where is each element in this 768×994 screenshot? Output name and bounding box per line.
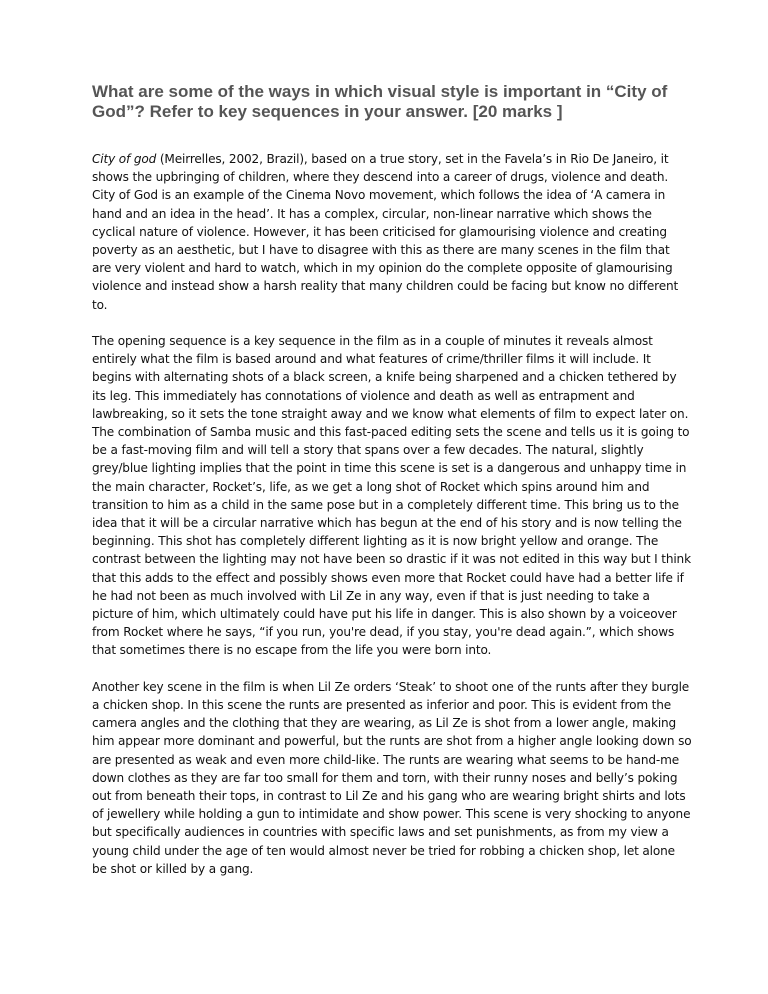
- paragraph-runts-scene: Another key scene in the film is when Lil Ze orders ‘Steak’ to shoot one of the runts after they burgle a chicken shop. In this scene the runts are presented as inferior and poor. This is evident from the camera angles and the clothing that they are wearing, as Lil Ze is shot from a lower angle, making him appear more dominant and powerful, but the runts are shot from a higher angle looking down so are presented as weak and even more child-like. The runts are wearing what seems to be hand-me down clothes as they are far too small for them and torn, with their runny noses and belly’s poking out from beneath their tops, in contrast to Lil Ze and his gang who are wearing bright shirts and lots of jewellery while holding a gun to intimidate and show power. This scene is very shocking to anyone but specifically audiences in countries with specific laws and set punishments, as from my view a young child under the age of ten would almost never be tried for robbing a chicken shop, let alone be shot or killed by a gang.: [92, 679, 692, 876]
- paragraph-intro: [92, 150, 692, 314]
- essay-title: What are some of the ways in which visual style is important in “City of God”? Refer to key sequences in your answer. [20 marks ]: [92, 82, 668, 121]
- essay-body: [92, 150, 692, 896]
- film-title-italic: City of god: [92, 152, 157, 166]
- paragraph-intro-text: (Meirrelles, 2002, Brazil), based on a true story, set in the Favela’s in Rio De Janeiro, it shows the upbringing of children, where they descend into a career of drugs, violence and death. City of God is an example of the Cinema Novo movement, which follows the idea of ‘A camera in hand and an idea in the head’. It has a complex, circular, non-linear narrative which shows the cyclical nature of violence. However, it has been criticised for glamourising violence and creating poverty as an aesthetic, but I have to disagree with this as there are many scenes in the film that are very violent and hard to watch, which in my opinion do the complete opposite of glamourising violence and instead show a harsh reality that many children could be facing but know no different to.: [92, 152, 679, 312]
- paragraph-opening-sequence: The opening sequence is a key sequence in the film as in a couple of minutes it reveals almost entirely what the film is based around and what features of crime/thriller films it will include. It begins with alternating shots of a black screen, a knife being sharpened and a chicken tethered by its leg. This immediately has connotations of violence and death as well as entrapment and lawbreaking, so it sets the tone straight away and we know what elements of film to expect later on. The combination of Samba music and this fast-paced editing sets the scene and tells us it is going to be a fast-moving film and will tell a story that spans over a few decades. The natural, slightly grey/blue lighting implies that the point in time this scene is set is a dangerous and unhappy time in the main character, Rocket’s, life, as we get a long shot of Rocket which spins around him and transition to him as a child in the same pose but in a completely different time. This bring us to the idea that it will be a circular narrative which has begun at the end of his story and is now telling the beginning. This shot has completely different lighting as it is now bright yellow and orange. The contrast between the lighting may not have been so drastic if it was not edited in this way but I think that this adds to the effect and possibly shows even more that Rocket could have had a better life if he had not been as much involved with Lil Ze in any way, even if that is just needing to take a picture of him, which ultimately could have put his life in danger. This is also shown by a voiceover from Rocket where he says, “if you run, you're dead, if you stay, you're dead again.”, which shows that sometimes there is no escape from the life you were born into.: [92, 334, 691, 658]
